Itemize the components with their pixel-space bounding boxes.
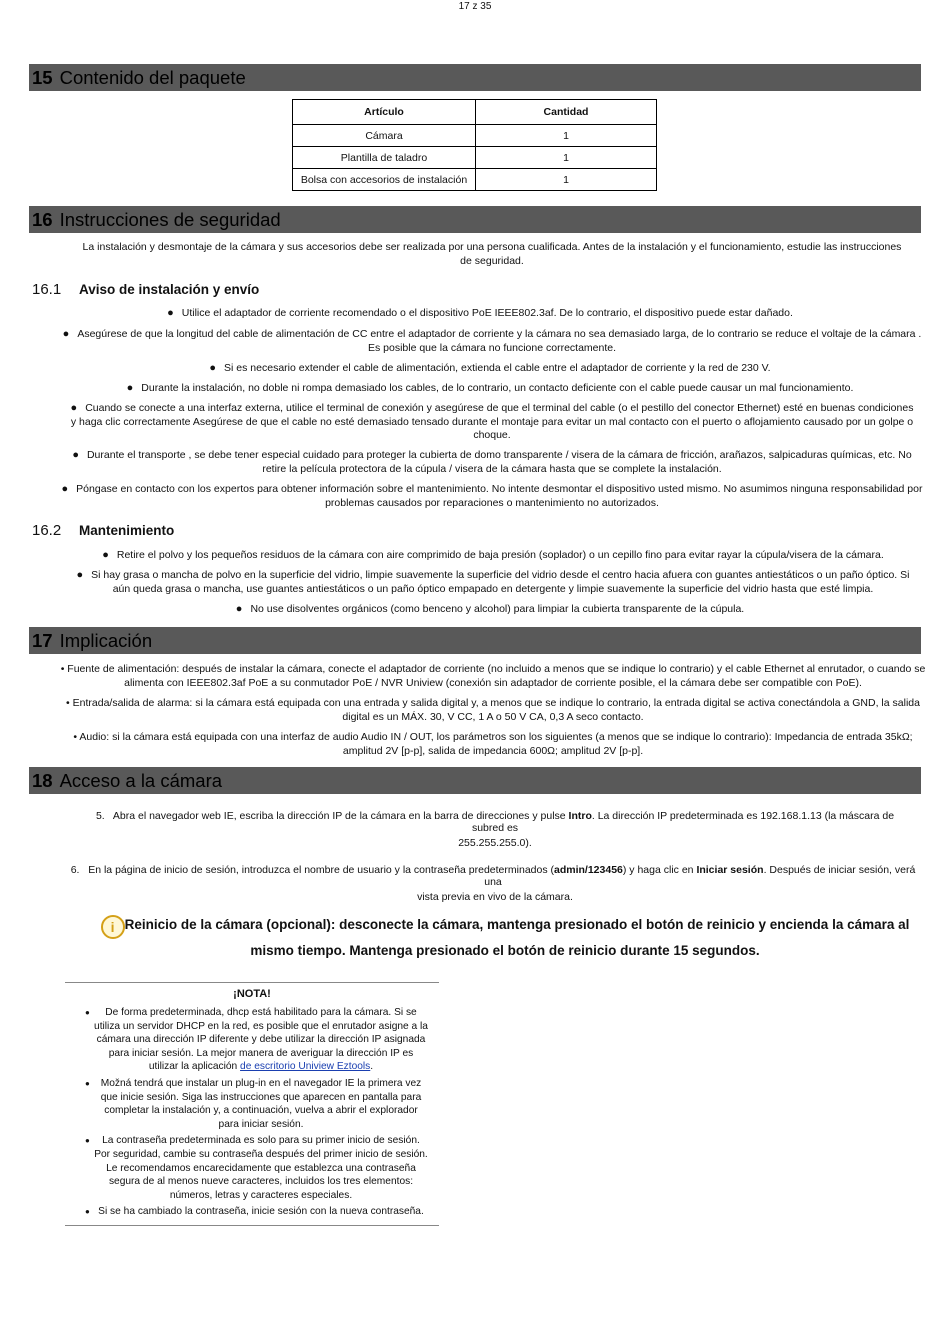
section-title: Contenido del paquete [59, 67, 246, 88]
step-number: 5. [95, 810, 105, 822]
step-number: 6. [70, 864, 80, 876]
step-key-intro: Intro [568, 810, 592, 822]
section-title: Instrucciones de seguridad [59, 209, 281, 230]
subsection-16-1 [32, 281, 259, 298]
step-text: ) y haga clic en [622, 864, 697, 876]
maintenance-bullet: ● Si hay grasa o mancha de polvo en la superficie del vidrio, limpie suavemente la superficie del vidrio desde el centro hacia afuera con guantes antiestáticos o un paño óptico. Si aún queda grasa o mancha, use guantes antiestáticos o un paño óptico empapado en detergente y limpie suavemente la superficie del vidrio hasta que esté limpia. [70, 569, 916, 596]
step-login-button-label: Iniciar sesión [696, 864, 764, 876]
note-text: De forma predeterminada, dhcp está habilitado para la cámara. Si se utiliza un servidor DHCP en la red, es posible que el enrutador asigne a la cámara una dirección IP diferente y debe utilizar la dirección IP asignada para iniciar sesión. La mejor manera de averiguar la dirección IP es utilizar la aplicación [94, 1007, 428, 1073]
note-item: ● Možná tendrá que instalar un plug-in en el navegador IE la primera vez que inicie sesión. Siga las instrucciones que aparecen en pantalla para completar la instalación y, a continuación, vuelva a abrir el explorador para iniciar sesión. [65, 1077, 439, 1131]
maintenance-bullet: ● Retire el polvo y los pequeños residuos de la cámara con aire comprimido de baja presión (soplador) o un cepillo fino para evitar rayar la cúpula/visera de la cámara. [100, 549, 886, 563]
section-15-header [29, 64, 921, 91]
install-bullet: ● Asegúrese de que la longitud del cable de alimentación de CC entre el adaptador de corriente y la cámara no sea demasiado larga, de lo contrario se reduce el voltaje de la cámara . Es posible que la cámara no funcione correctamente. [60, 328, 924, 355]
note-title: ¡NOTA! [233, 988, 271, 1000]
implication-item: • Audio: si la cámara está equipada con una interfaz de audio Audio IN / OUT, los parámetros son los siguientes (a menos que se indique lo contrario): Impedancia de entrada 35kΩ; amplitud 2V [p-p], salida de impedancia 600Ω; amplitud 2V [p-p]. [73, 731, 913, 757]
section-number: 17 [32, 630, 53, 651]
subsection-number: 16.1 [32, 281, 62, 298]
note-text: . [370, 1061, 374, 1073]
reset-instruction [100, 913, 910, 962]
table-header-quantity: Cantidad [476, 100, 657, 125]
section-17-header [29, 627, 921, 654]
safety-intro: La instalación y desmontaje de la cámara y sus accesorios debe ser realizada por una persona cualificada. Antes de la instalación y el funcionamiento, estudie las instrucciones de seguridad. [82, 241, 902, 267]
note-item: ● Si se ha cambiado la contraseña, inicie sesión con la nueva contraseña. [65, 1205, 439, 1219]
table-cell: Cámara [293, 125, 476, 147]
step-text: Abra el navegador web IE, escriba la dirección IP de la cámara en la barra de direcciones y pulse [112, 810, 569, 822]
table-cell: Bolsa con accesorios de instalación [293, 169, 476, 191]
table-cell: 1 [476, 147, 657, 169]
install-bullet: ● Cuando se conecte a una interfaz externa, utilice el terminal de conexión y asegúrese de que el terminal del cable (o el pestillo del conector Ethernet) esté en buenas condiciones y haga clic correctamente Asegúrese de que el cable no esté demasiado tensado durante el montaje para evitar un mal contacto con el puerto o aflojamiento causado por un golpe o choque. [68, 402, 916, 443]
info-icon: i [101, 915, 125, 939]
note-item [65, 1006, 439, 1074]
table-cell: 1 [476, 125, 657, 147]
step-text: . La dirección IP predeterminada es 192.168.1.13 (la máscara de subred es [471, 810, 895, 834]
table-cell: Plantilla de taladro [293, 147, 476, 169]
section-18-header [29, 767, 921, 794]
install-bullet: ● Póngase en contacto con los expertos para obtener información sobre el mantenimiento. No intente desmontar el dispositivo usted mismo. No asumimos ninguna responsabilidad por problemas causados por reparaciones o mantenimiento no autorizados. [60, 483, 924, 510]
implication-item: • Entrada/salida de alarma: si la cámara está equipada con una entrada y salida digital y, a menos que se indique lo contrario, la entrada digital se activa conectándola a GND, la salida digital es un MÁX. 30, V CC, 1 A o 50 V CA, 0,3 A seco contacto. [66, 697, 920, 723]
reset-text: Reinicio de la cámara (opcional): desconecte la cámara, mantenga presionado el botón de reinicio y encienda la cámara al mismo tiempo. Mantenga presionado el botón de reinicio durante 15 segundos. [124, 917, 910, 958]
access-step-6 [70, 864, 916, 888]
package-contents-table [292, 99, 657, 191]
maintenance-bullet: ● No use disolventes orgánicos (como benceno y alcohol) para limpiar la cubierta transparente de la cúpula. [230, 603, 750, 617]
table-header-row [293, 100, 657, 125]
implication-item: • Fuente de alimentación: después de instalar la cámara, conecte el adaptador de corriente (no incluido a menos que se indique lo contrario) y el cable Ethernet al enrutador, o cuando se alimenta con IEEE802.3af PoE a su conmutador PoE / NVR Uniview (conexión sin adaptador de corriente posible, el la cámara debe ser compatible con PoE). [60, 663, 926, 689]
install-bullet: ● Si es necesario extender el cable de alimentación, extienda el cable entre el adaptador de corriente y la red de 230 V. [200, 362, 780, 376]
table-header-article: Artículo [293, 100, 476, 125]
step-text: . Después de iniciar sesión, verá una [484, 864, 916, 888]
step-text: En la página de inicio de sesión, introduzca el nombre de usuario y la contraseña predeterminados ( [88, 864, 554, 876]
eztools-link[interactable]: de escritorio Uniview Eztools [240, 1061, 371, 1073]
subsection-16-2 [32, 522, 174, 539]
note-box [65, 982, 439, 1226]
subsection-title: Aviso de instalación y envío [79, 282, 260, 297]
section-title: Acceso a la cámara [59, 770, 223, 791]
install-bullet: ● Utilice el adaptador de corriente recomendado o el dispositivo PoE IEEE802.3af. De lo contrario, el dispositivo puede estar dañado. [150, 307, 810, 321]
note-item: ● La contraseña predeterminada es solo para su primer inicio de sesión. Por seguridad, cambie su contraseña después del primer inicio de sesión. Le recomendamos encarecidamente que establezca una contraseña segura de al menos nueve caracteres, incluidos los tres elementos: números, letras y caracteres especiales. [65, 1134, 439, 1202]
table-cell: 1 [476, 169, 657, 191]
page-number: 17 z 35 [458, 1, 492, 12]
step-credentials: admin/123456 [554, 864, 623, 876]
section-number: 15 [32, 67, 53, 88]
table-row [293, 125, 657, 147]
access-step-6-cont: vista previa en vivo de la cámara. [417, 891, 573, 903]
install-bullet: ● Durante el transporte , se debe tener especial cuidado para proteger la cubierta de domo transparente / visera de la cámara de fricción, arañazos, salpicaduras químicas, etc. No retire la película protectora de la cúpula / visera de la cámara hasta que se complete la instalación. [60, 449, 924, 476]
section-16-header [29, 206, 921, 233]
access-step-5-cont: 255.255.255.0). [458, 837, 532, 849]
subsection-title: Mantenimiento [79, 523, 175, 538]
section-number: 16 [32, 209, 53, 230]
section-title: Implicación [59, 630, 153, 651]
section-number: 18 [32, 770, 53, 791]
table-row [293, 169, 657, 191]
table-row [293, 147, 657, 169]
install-bullet: ● Durante la instalación, no doble ni rompa demasiado los cables, de lo contrario, un contacto deficiente con el cable puede causar un mal funcionamiento. [120, 382, 860, 396]
access-step-5 [80, 810, 910, 834]
subsection-number: 16.2 [32, 522, 62, 539]
